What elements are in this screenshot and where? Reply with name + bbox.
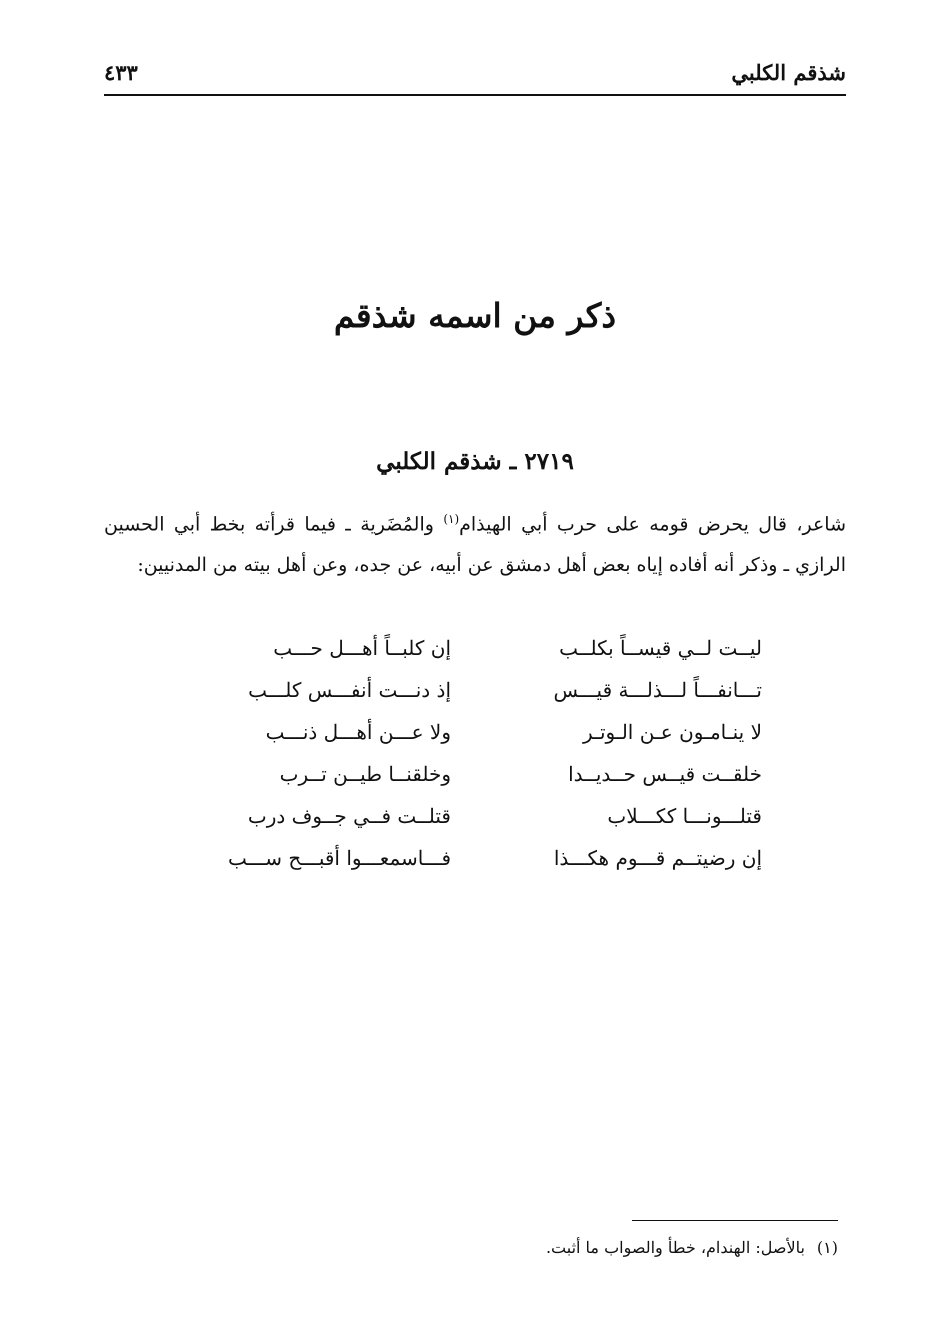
entry-body: [104, 499, 846, 586]
verse-first-hemistich: ليــت لــي قيســاً بكلــب: [559, 636, 762, 660]
verse-second-hemistich: قتلــت فــي جــوف درب: [247, 804, 451, 828]
verse-second-hemistich: فـــاسمعـــوا أقبـــح ســـب: [228, 846, 451, 870]
footnote: [400, 1238, 838, 1257]
verse-first-hemistich: لا ينـامـون عـن الـوتـر: [583, 720, 762, 744]
poem-verse: [104, 630, 846, 672]
entry-heading: ٢٧١٩ ـ شذقم الكلبي: [376, 448, 574, 475]
poem-verse: [104, 798, 846, 840]
footnote-text: بالأصل: الهندام، خطأ والصواب ما أثبت.: [545, 1238, 805, 1257]
verse-first-hemistich: إن رضيتــم قـــوم هكـــذا: [553, 846, 762, 870]
poem-verse: [104, 672, 846, 714]
verse-second-hemistich: إن كلبــاً أهـــل حـــب: [273, 636, 451, 660]
poem-verse: [104, 756, 846, 798]
verse-first-hemistich: تـــانفـــاً لـــذلـــة قيـــس: [553, 678, 762, 702]
entry-paragraph: [104, 499, 846, 586]
chapter-title: ذكر من اسمه شذقم: [333, 296, 617, 335]
poem: [104, 630, 846, 882]
verse-second-hemistich: وخلقنــا طيــن تــرب: [279, 762, 451, 786]
footnote-number: (١): [816, 1238, 838, 1257]
footnote-reference: (١): [443, 512, 460, 526]
page-number: ٤٣٣: [104, 60, 138, 85]
verse-first-hemistich: قتلـــونـــا ككـــلاب: [607, 804, 762, 828]
running-title: شذقم الكلبي: [731, 60, 846, 85]
entry-text-before-ref: شاعر، قال يحرض قومه على حرب أبي الهيذام: [459, 513, 846, 536]
poem-verse: [104, 714, 846, 756]
entry-text-after-ref: والمُضَرية ـ فيما قرأته بخط أبي الحسين الرازي ـ وذكر أنه أفاده إياه بعض أهل دمشق عن أبيه، عن جده، وعن أهل بيته من المدنيين:: [104, 513, 846, 577]
footnote-divider: [632, 1220, 838, 1221]
verse-second-hemistich: إذ دنـــت أنفـــس كلـــب: [248, 678, 451, 702]
poem-verse: [104, 840, 846, 882]
running-header: [104, 58, 846, 96]
verse-first-hemistich: خلقــت قيــس حــديــدا: [568, 762, 762, 786]
verse-second-hemistich: ولا عـــن أهـــل ذنـــب: [265, 720, 451, 744]
